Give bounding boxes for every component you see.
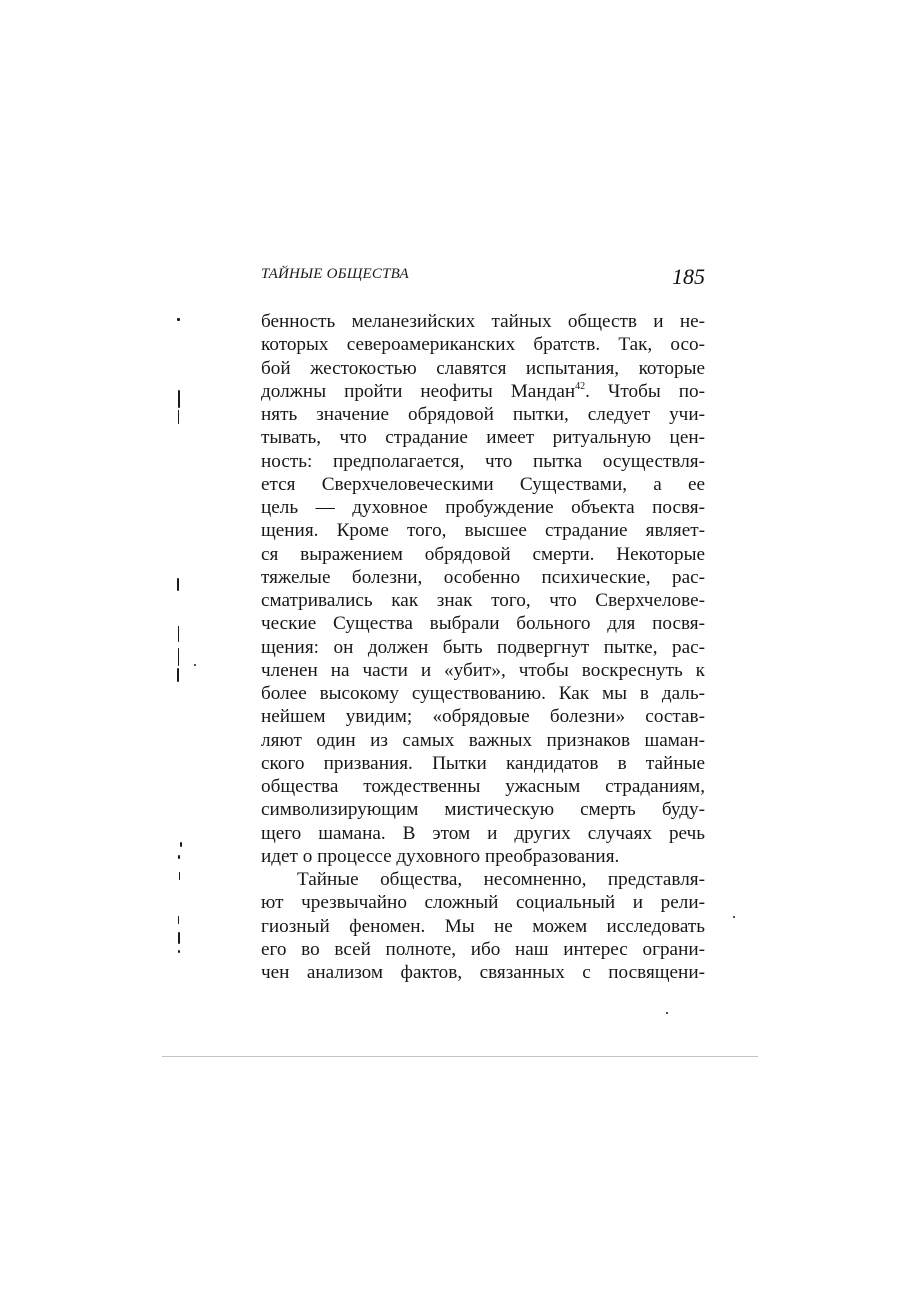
scan-artifact <box>179 872 180 880</box>
scan-artifact <box>178 648 179 666</box>
text-line: общества тождественны ужасным страданиям, <box>261 776 705 797</box>
text-line: которых североамериканских братств. Так, осо- <box>261 334 705 356</box>
text-line: бенность меланезийских тайных обществ и не- <box>261 311 705 332</box>
text-line: ческие Существа выбрали больного для посвя- <box>261 613 705 635</box>
text-line: более высокому существованию. Как мы в даль- <box>261 683 705 704</box>
body-text <box>261 310 705 984</box>
text-line: нять значение обрядовой пытки, следует учи- <box>261 404 705 425</box>
scan-artifact <box>178 932 180 944</box>
text-line: ляют один из самых важных признаков шаман- <box>261 729 705 751</box>
text-line: чен анализом фактов, связанных с посвящени- <box>261 962 705 983</box>
text-line: щего шамана. В этом и других случаях речь <box>261 822 705 844</box>
scan-artifact <box>178 916 179 924</box>
scan-artifact <box>177 578 179 591</box>
text-line: членен на части и «убит», чтобы воскреснуть к <box>261 659 705 681</box>
text-line: его во всей полноте, ибо наш интерес ограни- <box>261 938 705 960</box>
page-number: 185 <box>672 264 705 289</box>
text-line: ского призвания. Пытки кандидатов в тайные <box>261 752 705 774</box>
scan-artifact <box>177 668 179 682</box>
running-head <box>261 264 705 294</box>
scan-artifact <box>177 318 180 321</box>
scan-artifact <box>180 842 182 847</box>
running-title: ТАЙНЫЕ ОБЩЕСТВА <box>261 266 409 282</box>
scan-artifact <box>178 855 180 859</box>
text-line: нейшем увидим; «обрядовые болезни» состав- <box>261 706 705 728</box>
text-line: щения. Кроме того, высшее страдание являет- <box>261 520 705 542</box>
scan-artifact <box>178 390 180 408</box>
scan-artifact <box>666 1012 668 1014</box>
text-line: ют чрезвычайно сложный социальный и рели- <box>261 892 705 914</box>
paragraph-start-line: Тайные общества, несомненно, представля- <box>297 869 705 890</box>
page-bottom-rule <box>162 1056 758 1057</box>
scan-artifact <box>178 950 180 953</box>
text-line: сматривались как знак того, что Сверхчелове- <box>261 590 705 611</box>
text-line: цель — духовное пробуждение объекта посвя- <box>261 497 705 518</box>
scan-artifact <box>733 916 735 918</box>
text-line: тяжелые болезни, особенно психические, рас- <box>261 566 705 588</box>
scan-artifact <box>178 626 179 642</box>
paragraph-end-line: идет о процессе духовного преобразования. <box>261 845 620 867</box>
text-segment: должны пройти неофиты Мандан <box>261 380 576 402</box>
text-line: гиозный феномен. Мы не можем исследовать <box>261 915 705 937</box>
text-line: бой жестокостью славятся испытания, которые <box>261 357 705 379</box>
scan-artifact <box>194 664 196 666</box>
text-segment: . Чтобы по- <box>585 380 705 402</box>
text-line: щения: он должен быть подвергнут пытке, рас- <box>261 636 705 658</box>
text-line: тывать, что страдание имеет ритуальную цен- <box>261 427 705 449</box>
scan-artifact <box>178 410 179 424</box>
text-line: ется Сверхчеловеческими Существами, а ее <box>261 473 705 495</box>
text-line-with-footnote <box>261 380 705 403</box>
text-line: символизирующим мистическую смерть буду- <box>261 799 705 821</box>
footnote-reference[interactable]: 42 <box>575 380 586 392</box>
text-line: ность: предполагается, что пытка осуществля- <box>261 450 705 472</box>
text-line: ся выражением обрядовой смерти. Некоторые <box>261 543 705 565</box>
